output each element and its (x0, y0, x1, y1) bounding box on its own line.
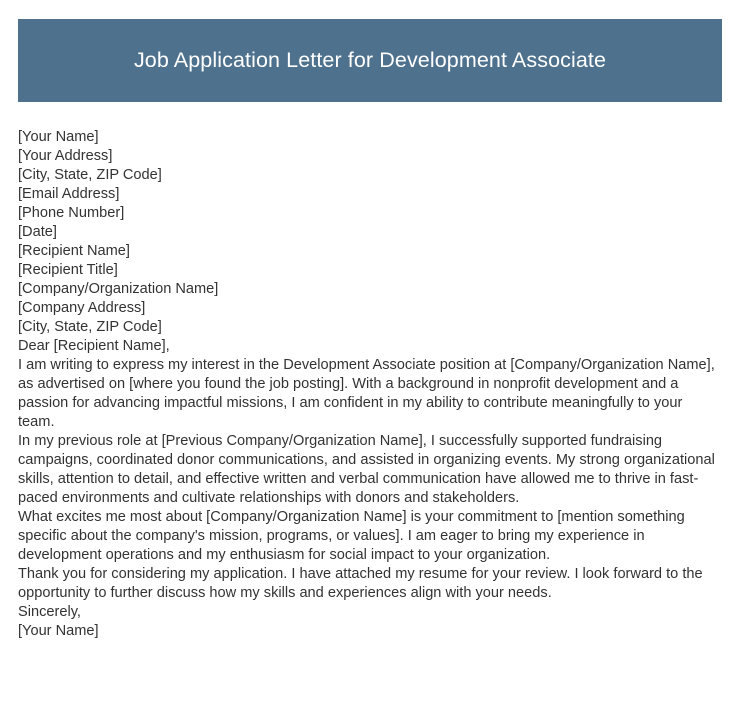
closing: Sincerely, (18, 604, 81, 620)
document-page (0, 19, 740, 705)
recipient-line: [Company Address] (18, 300, 146, 316)
body-paragraph: In my previous role at [Previous Company/Organization Name], I successfully supported fundraising campaigns, coordinated donor communications, and assisted in organizing events. My strong organizational skills, attention to detail, and effective written and verbal communication have allowed me to thrive in fast-paced environments and cultivate relationships with donors and stakeholders. (18, 433, 715, 506)
recipient-line: [Company/Organization Name] (18, 281, 219, 297)
sender-line: [Email Address] (18, 186, 120, 202)
body-paragraph: What excites me most about [Company/Organization Name] is your commitment to [mention something specific about the company's mission, programs, or values]. I am eager to bring my experience in development operations and my enthusiasm for social impact to your organization. (18, 509, 685, 563)
page-title: Job Application Letter for Development Associate (133, 47, 607, 72)
sender-line: [Phone Number] (18, 205, 125, 221)
body-paragraph: I am writing to express my interest in the Development Associate position at [Company/Organization Name], as advertised on [where you found the job posting]. With a background in nonprofit development and a passion for advancing impactful missions, I am confident in my ability to contribute meaningfully to your team. (18, 357, 715, 430)
sender-line: [Your Address] (18, 148, 113, 164)
recipient-line: [City, State, ZIP Code] (18, 319, 162, 335)
recipient-line: [Recipient Title] (18, 262, 118, 278)
recipient-line: [Recipient Name] (18, 243, 130, 259)
signature: [Your Name] (18, 623, 99, 639)
letter-body (18, 128, 722, 641)
document-header-banner (18, 19, 722, 102)
salutation: Dear [Recipient Name], (18, 338, 170, 354)
sender-line: [City, State, ZIP Code] (18, 167, 162, 183)
sender-line: [Date] (18, 224, 57, 240)
recipient-address-block (18, 242, 722, 337)
sender-address-block (18, 128, 722, 242)
body-paragraph: Thank you for considering my application. I have attached my resume for your review. I look forward to the opportunity to further discuss how my skills and experiences align with your needs. (18, 566, 703, 601)
sender-line: [Your Name] (18, 129, 99, 145)
